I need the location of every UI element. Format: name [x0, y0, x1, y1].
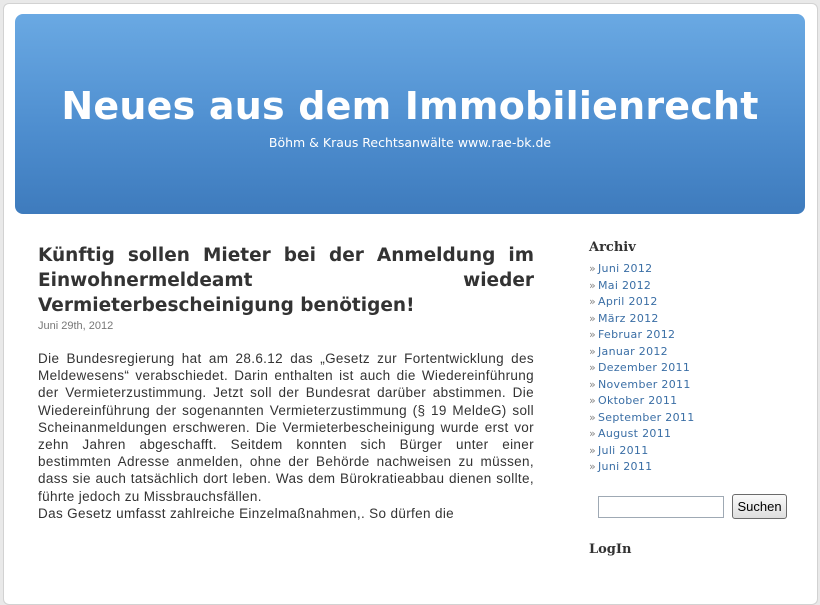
archive-link[interactable]: November 2011 — [598, 377, 691, 391]
archive-bullet-icon: » — [589, 295, 596, 308]
archive-item — [588, 311, 803, 328]
archive-link[interactable]: Dezember 2011 — [598, 361, 691, 374]
archive-bullet-icon: » — [589, 427, 596, 440]
site-title[interactable]: Neues aus dem Immobilienrecht — [61, 84, 759, 128]
post-title[interactable]: Künftig sollen Mieter bei der Anmeldung im Einwohnermeldeamt wieder Vermieterbescheinigung benötigen! — [38, 245, 534, 316]
archive-bullet-icon: » — [589, 262, 596, 275]
main-content — [38, 243, 534, 522]
archive-link[interactable]: März 2012 — [598, 311, 659, 325]
archive-bullet-icon: » — [589, 344, 596, 358]
archive-link[interactable]: Juli 2011 — [598, 443, 649, 457]
archive-item — [588, 393, 803, 410]
archive-bullet-icon: » — [589, 328, 596, 341]
archive-item — [588, 344, 803, 361]
archive-link[interactable]: September 2011 — [598, 410, 695, 424]
archive-link[interactable]: August 2011 — [598, 427, 672, 440]
archive-item — [588, 443, 803, 460]
archive-title: Archiv — [589, 240, 636, 255]
archive-link[interactable]: Januar 2012 — [598, 344, 668, 358]
archive-bullet-icon: » — [589, 394, 596, 407]
archive-item — [588, 294, 803, 311]
post-paragraph: Die Bundesregierung hat am 28.6.12 das „Gesetz zur Fortentwicklung des Meldewesens“ verabschiedet. Darin enthalten ist auch die Wiedereinführung der Vermieterzustimmung. Jetzt soll der Bundesrat darüber abstimmen. Die Wiedereinführung der sogenannten Vermieterzustimmung (§ 19 MeldeG) soll Scheinanmeldungen erschweren. Die Vermieterbescheinigung wurde erst vor zehn Jahren abgeschafft. Seitdem konnten sich Bürger unter einer bestimmten Adresse anmelden, ohne der Behörde nachweisen zu müssen, dass sie auch tatsächlich dort leben. Was dem Bürokratieabbau dienen sollte, führte jedoch zu Missbrauchsfällen. — [38, 351, 534, 504]
archive-item — [588, 261, 803, 278]
archive-item — [588, 327, 803, 344]
search-input[interactable] — [598, 496, 724, 518]
archive-link[interactable]: Februar 2012 — [598, 328, 676, 341]
archive-item — [588, 410, 803, 427]
archive-list — [588, 261, 803, 476]
site-description: Böhm & Kraus Rechtsanwälte www.rae-bk.de — [268, 135, 552, 150]
post-paragraph: Das Gesetz umfasst zahlreiche Einzelmaßnahmen,. So dürfen die — [38, 505, 455, 521]
search-button[interactable]: Suchen — [732, 494, 787, 519]
archive-item — [588, 426, 803, 443]
archive-bullet-icon: » — [589, 278, 596, 292]
site-header — [15, 14, 805, 214]
archive-link[interactable]: Juni 2012 — [598, 262, 653, 275]
login-title: LogIn — [589, 542, 632, 557]
archive-bullet-icon: » — [589, 361, 596, 374]
archive-item — [588, 459, 803, 476]
sidebar — [588, 240, 803, 557]
archive-link[interactable]: April 2012 — [598, 295, 658, 308]
archive-link[interactable]: Mai 2012 — [598, 278, 652, 292]
archive-link[interactable]: Juni 2011 — [598, 460, 653, 473]
post-body — [38, 350, 534, 522]
post-date: Juni 29th, 2012 — [38, 320, 114, 332]
archive-bullet-icon: » — [589, 377, 596, 391]
archive-item — [588, 278, 803, 295]
archive-item — [588, 377, 803, 394]
archive-bullet-icon: » — [589, 443, 596, 457]
archive-link[interactable]: Oktober 2011 — [598, 394, 678, 407]
archive-bullet-icon: » — [589, 410, 596, 424]
archive-item — [588, 360, 803, 377]
archive-bullet-icon: » — [589, 311, 596, 325]
archive-bullet-icon: » — [589, 460, 596, 473]
